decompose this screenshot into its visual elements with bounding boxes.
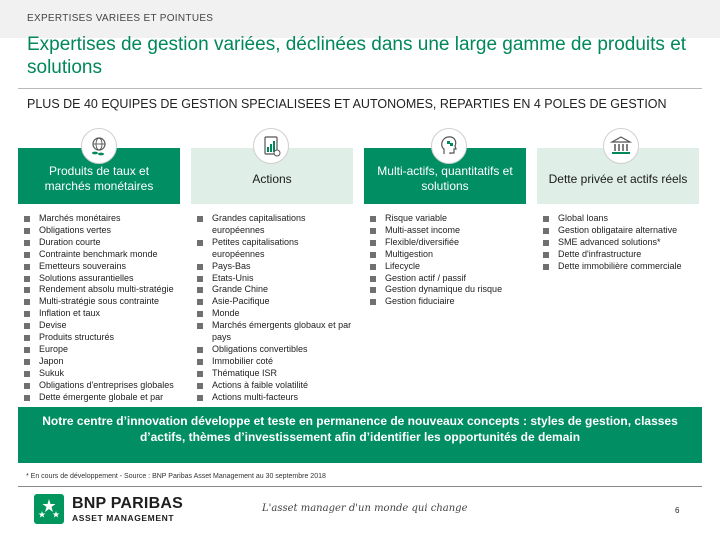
- list-item: Devise: [24, 320, 180, 332]
- chart-document-icon: [253, 128, 289, 164]
- list-item: Multi-stratégie sous contrainte: [24, 296, 180, 308]
- list-item: Grande Chine: [197, 284, 353, 296]
- page-number: 6: [675, 506, 680, 515]
- list-item: Sukuk: [24, 368, 180, 380]
- list-item: Marchés monétaires: [24, 213, 180, 225]
- stars-logo-icon: [34, 494, 64, 524]
- list-item: Dette émergente globale et par: [24, 392, 180, 416]
- list-item: Gestion actif / passif: [370, 273, 526, 285]
- list-item: Etats-Unis: [197, 273, 353, 285]
- list-item: Petites capitalisations européennes: [197, 237, 353, 261]
- list-item: Duration courte: [24, 237, 180, 249]
- list-item: Multigestion: [370, 249, 526, 261]
- logo-subtitle: ASSET MANAGEMENT: [72, 513, 175, 523]
- list-item: Dette immobilière commerciale: [543, 261, 699, 273]
- footnote: * En cours de développement - Source : BNP Paribas Asset Management au 30 septembre 2018: [26, 473, 326, 480]
- column-title: Multi-actifs, quantitatifs et solutions: [364, 148, 526, 204]
- list-item: Inflation et taux: [24, 308, 180, 320]
- column-list: [364, 204, 526, 308]
- list-item: Dette d'infrastructure: [543, 249, 699, 261]
- column-multi-asset: [364, 148, 526, 308]
- list-item: Asie-Pacifique: [197, 296, 353, 308]
- list-item: Rendement absolu multi-stratégie: [24, 284, 180, 296]
- list-item: SME advanced solutions*: [543, 237, 699, 249]
- list-item: Produits structurés: [24, 332, 180, 344]
- list-item: Japon: [24, 356, 180, 368]
- column-title: Dette privée et actifs réels: [537, 148, 699, 204]
- list-item: Actions à faible volatilité: [197, 380, 353, 392]
- list-item: Lifecycle: [370, 261, 526, 273]
- column-private-debt: [537, 148, 699, 273]
- list-item: Global loans: [543, 213, 699, 225]
- title-divider: [18, 88, 702, 89]
- list-item: Thématique ISR: [197, 368, 353, 380]
- list-item: Europe: [24, 344, 180, 356]
- list-item: Obligations vertes: [24, 225, 180, 237]
- list-item: Pays-Bas: [197, 261, 353, 273]
- column-rates-money-markets: [18, 148, 180, 415]
- company-logo: [34, 494, 194, 526]
- list-item: Gestion dynamique du risque: [370, 284, 526, 296]
- list-item: Actions multi-facteurs: [197, 392, 353, 404]
- section-kicker: EXPERTISES VARIEES ET POINTUES: [27, 13, 214, 24]
- column-list: [537, 204, 699, 273]
- column-equities: [191, 148, 353, 404]
- logo-name: BNP PARIBAS: [72, 495, 183, 512]
- list-item: Immobilier coté: [197, 356, 353, 368]
- column-title: Produits de taux et marchés monétaires: [18, 148, 180, 204]
- tagline: L'asset manager d'un monde qui change: [262, 503, 468, 514]
- list-item: Obligations convertibles: [197, 344, 353, 356]
- column-title: Actions: [191, 148, 353, 204]
- globe-coins-icon: [81, 128, 117, 164]
- list-item: Grandes capitalisations européennes: [197, 213, 353, 237]
- list-item: Monde: [197, 308, 353, 320]
- page-subtitle: PLUS DE 40 EQUIPES DE GESTION SPECIALISEES ET AUTONOMES, REPARTIES EN 4 POLES DE GESTION: [27, 97, 667, 111]
- list-item: Gestion obligataire alternative: [543, 225, 699, 237]
- innovation-banner: Notre centre d’innovation développe et teste en permanence de nouveaux concepts : styles de gestion, classes d’actifs, thèmes d’investissement afin d’identifier les opportunités de demain: [18, 407, 702, 463]
- puzzle-head-icon: [431, 128, 467, 164]
- column-list: [191, 204, 353, 404]
- bank-building-icon: [603, 128, 639, 164]
- list-item: Risque variable: [370, 213, 526, 225]
- page-title: Expertises de gestion variées, déclinées dans une large gamme de produits et solutions: [27, 34, 687, 78]
- footer-divider: [18, 486, 702, 487]
- list-item: Solutions assurantielles: [24, 273, 180, 285]
- list-item: Multi-asset income: [370, 225, 526, 237]
- list-item: Obligations d'entreprises globales: [24, 380, 180, 392]
- list-item: Marchés émergents globaux et par pays: [197, 320, 353, 344]
- list-item: Emetteurs souverains: [24, 261, 180, 273]
- list-item: Contrainte benchmark monde: [24, 249, 180, 261]
- list-item: Gestion fiduciaire: [370, 296, 526, 308]
- list-item: Flexible/diversifiée: [370, 237, 526, 249]
- column-list: [18, 204, 180, 415]
